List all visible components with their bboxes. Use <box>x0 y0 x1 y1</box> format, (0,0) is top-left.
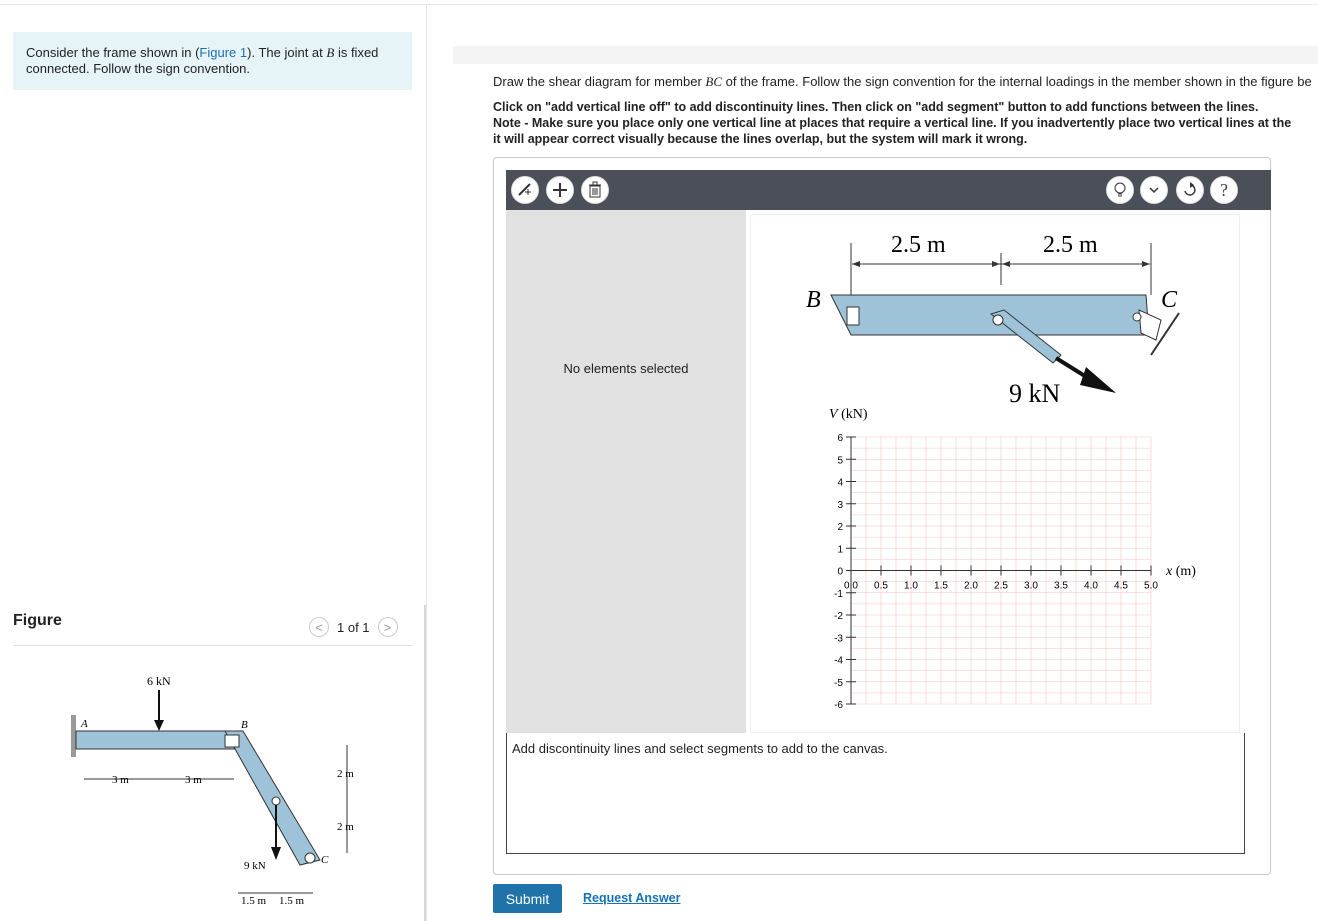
x-tick-label: 0.0 <box>844 580 858 592</box>
y-tick-label: 0 <box>837 566 843 578</box>
pin-c-circle-icon <box>1133 313 1141 321</box>
link-pin-icon <box>993 315 1003 325</box>
figure-pager <box>309 616 398 638</box>
pin-c-icon <box>305 853 315 863</box>
segment-panel <box>506 733 1245 854</box>
intro-text-3: is fixed connected. Follow the sign convention. <box>26 45 379 76</box>
joint-b-icon <box>225 735 239 747</box>
question-text-b: of the frame. Follow the sign convention for the internal loadings in the member shown in the figure be <box>722 74 1312 89</box>
instruction-2: Note - Make sure you place only one vertical line at places that require a vertical line. If you inadvertently place two vertical lines at the <box>493 116 1292 130</box>
problem-intro <box>13 32 412 90</box>
x-tick-label: 2.5 <box>994 580 1008 592</box>
selection-panel <box>506 210 746 733</box>
y-tick-label: 6 <box>837 433 843 444</box>
prev-figure-button[interactable]: < <box>309 617 329 637</box>
y-tick-label: 3 <box>837 499 843 511</box>
dim-arrow-mid-right-icon <box>1002 261 1010 267</box>
y-axis-label: V (kN) <box>829 407 868 422</box>
figure-link[interactable]: Figure 1 <box>199 45 248 60</box>
question-member: BC <box>705 74 723 89</box>
x-tick-label: 3.5 <box>1054 580 1068 592</box>
member-label-b: B <box>806 287 821 313</box>
x-tick-label: 3.0 <box>1024 580 1038 592</box>
y-tick-label: -1 <box>834 588 843 600</box>
wall-a <box>71 715 76 757</box>
fixed-joint-icon <box>847 307 859 325</box>
x-tick-label: 4.5 <box>1114 580 1128 592</box>
y-tick-label: -5 <box>834 677 843 689</box>
y-tick-label: 5 <box>837 455 843 467</box>
load-6kn-arrow-icon <box>154 720 164 731</box>
dim-label-left: 2.5 m <box>891 232 946 258</box>
intro-text-2: ). The joint at <box>247 45 327 60</box>
drawing-toolbar <box>506 170 1271 210</box>
chevron-down-icon[interactable] <box>1140 176 1168 204</box>
delete-icon[interactable] <box>581 176 609 204</box>
dim-label-right: 2.5 m <box>1043 232 1098 258</box>
x-tick-label: 1.5 <box>934 580 948 592</box>
dim-arrow-left-icon <box>852 261 860 267</box>
dim-arrow-mid-left-icon <box>992 261 1000 267</box>
pin-load-icon <box>272 797 280 805</box>
force-9kn-arrow-icon <box>1080 367 1116 393</box>
y-tick-label: 2 <box>837 522 843 533</box>
help-icon[interactable]: ? <box>1210 176 1238 204</box>
label-c: C <box>321 854 329 866</box>
force-label: 9 kN <box>1009 379 1061 408</box>
figure-rule <box>13 645 412 646</box>
y-tick-label: -3 <box>834 633 843 645</box>
load-6kn-label: 6 kN <box>147 674 171 688</box>
submit-button[interactable]: Submit <box>493 884 562 913</box>
label-a: A <box>81 718 88 730</box>
question-text-a: Draw the shear diagram for member <box>493 74 706 89</box>
add-vertical-line-icon[interactable] <box>511 176 539 204</box>
dim-2m-2: 2 m <box>337 821 354 833</box>
x-tick-label: 4.0 <box>1084 580 1098 592</box>
member-bc-bar <box>831 295 1149 335</box>
frame-figure <box>55 665 365 915</box>
shear-diagram[interactable] <box>751 215 1241 734</box>
y-tick-label: -6 <box>834 700 843 711</box>
dim-1-5m-2: 1.5 m <box>279 895 305 907</box>
selection-message: No elements selected <box>563 361 689 376</box>
y-tick-label: -4 <box>834 655 843 667</box>
panel-divider <box>426 5 427 921</box>
member-ab <box>76 731 241 749</box>
label-b: B <box>241 719 248 731</box>
y-tick-label: -2 <box>834 611 843 622</box>
intro-text: Consider the frame shown in ( <box>26 45 200 60</box>
load-9kn-arrow-icon <box>271 847 281 860</box>
dim-arrow-right-icon <box>1142 261 1150 267</box>
member-bc <box>225 731 320 865</box>
instruction-1: Click on "add vertical line off" to add discontinuity lines. Then click on "add segment" button to add functions between the lines. <box>493 100 1259 114</box>
dim-3m-2: 3 m <box>185 774 202 786</box>
x-tick-label: 5.0 <box>1144 580 1158 592</box>
dim-2m-1: 2 m <box>337 768 354 780</box>
dim-1-5m-1: 1.5 m <box>241 895 267 907</box>
segment-hint: Add discontinuity lines and select segments to add to the canvas. <box>512 741 888 756</box>
hint-icon[interactable] <box>1106 176 1134 204</box>
panel-divider-accent <box>424 605 426 921</box>
member-label-c: C <box>1161 287 1178 313</box>
load-9kn-label: 9 kN <box>244 860 266 872</box>
request-answer-link[interactable]: Request Answer <box>583 891 681 905</box>
top-divider <box>0 4 1318 5</box>
reset-icon[interactable] <box>1176 176 1204 204</box>
question-instructions <box>493 99 1318 147</box>
drawing-canvas[interactable] <box>750 214 1240 733</box>
page-indicator: 1 of 1 <box>337 619 370 635</box>
intro-var-b: B <box>326 45 335 60</box>
y-tick-label: 1 <box>837 544 843 556</box>
add-segment-icon[interactable] <box>546 176 574 204</box>
next-figure-button[interactable]: > <box>378 617 398 637</box>
instruction-3: it will appear correct visually because the lines overlap, but the system will mark it wrong. <box>493 132 1028 146</box>
y-tick-label: 4 <box>837 477 843 489</box>
x-tick-label: 0.5 <box>874 580 888 592</box>
figure-title: Figure <box>13 612 62 629</box>
x-tick-label: 2.0 <box>964 580 978 592</box>
x-axis-label: x (m) <box>1166 564 1196 579</box>
question-header-bar <box>453 46 1318 64</box>
dim-3m-1: 3 m <box>112 774 129 786</box>
x-tick-label: 1.0 <box>904 580 918 592</box>
question-text <box>493 74 1318 90</box>
